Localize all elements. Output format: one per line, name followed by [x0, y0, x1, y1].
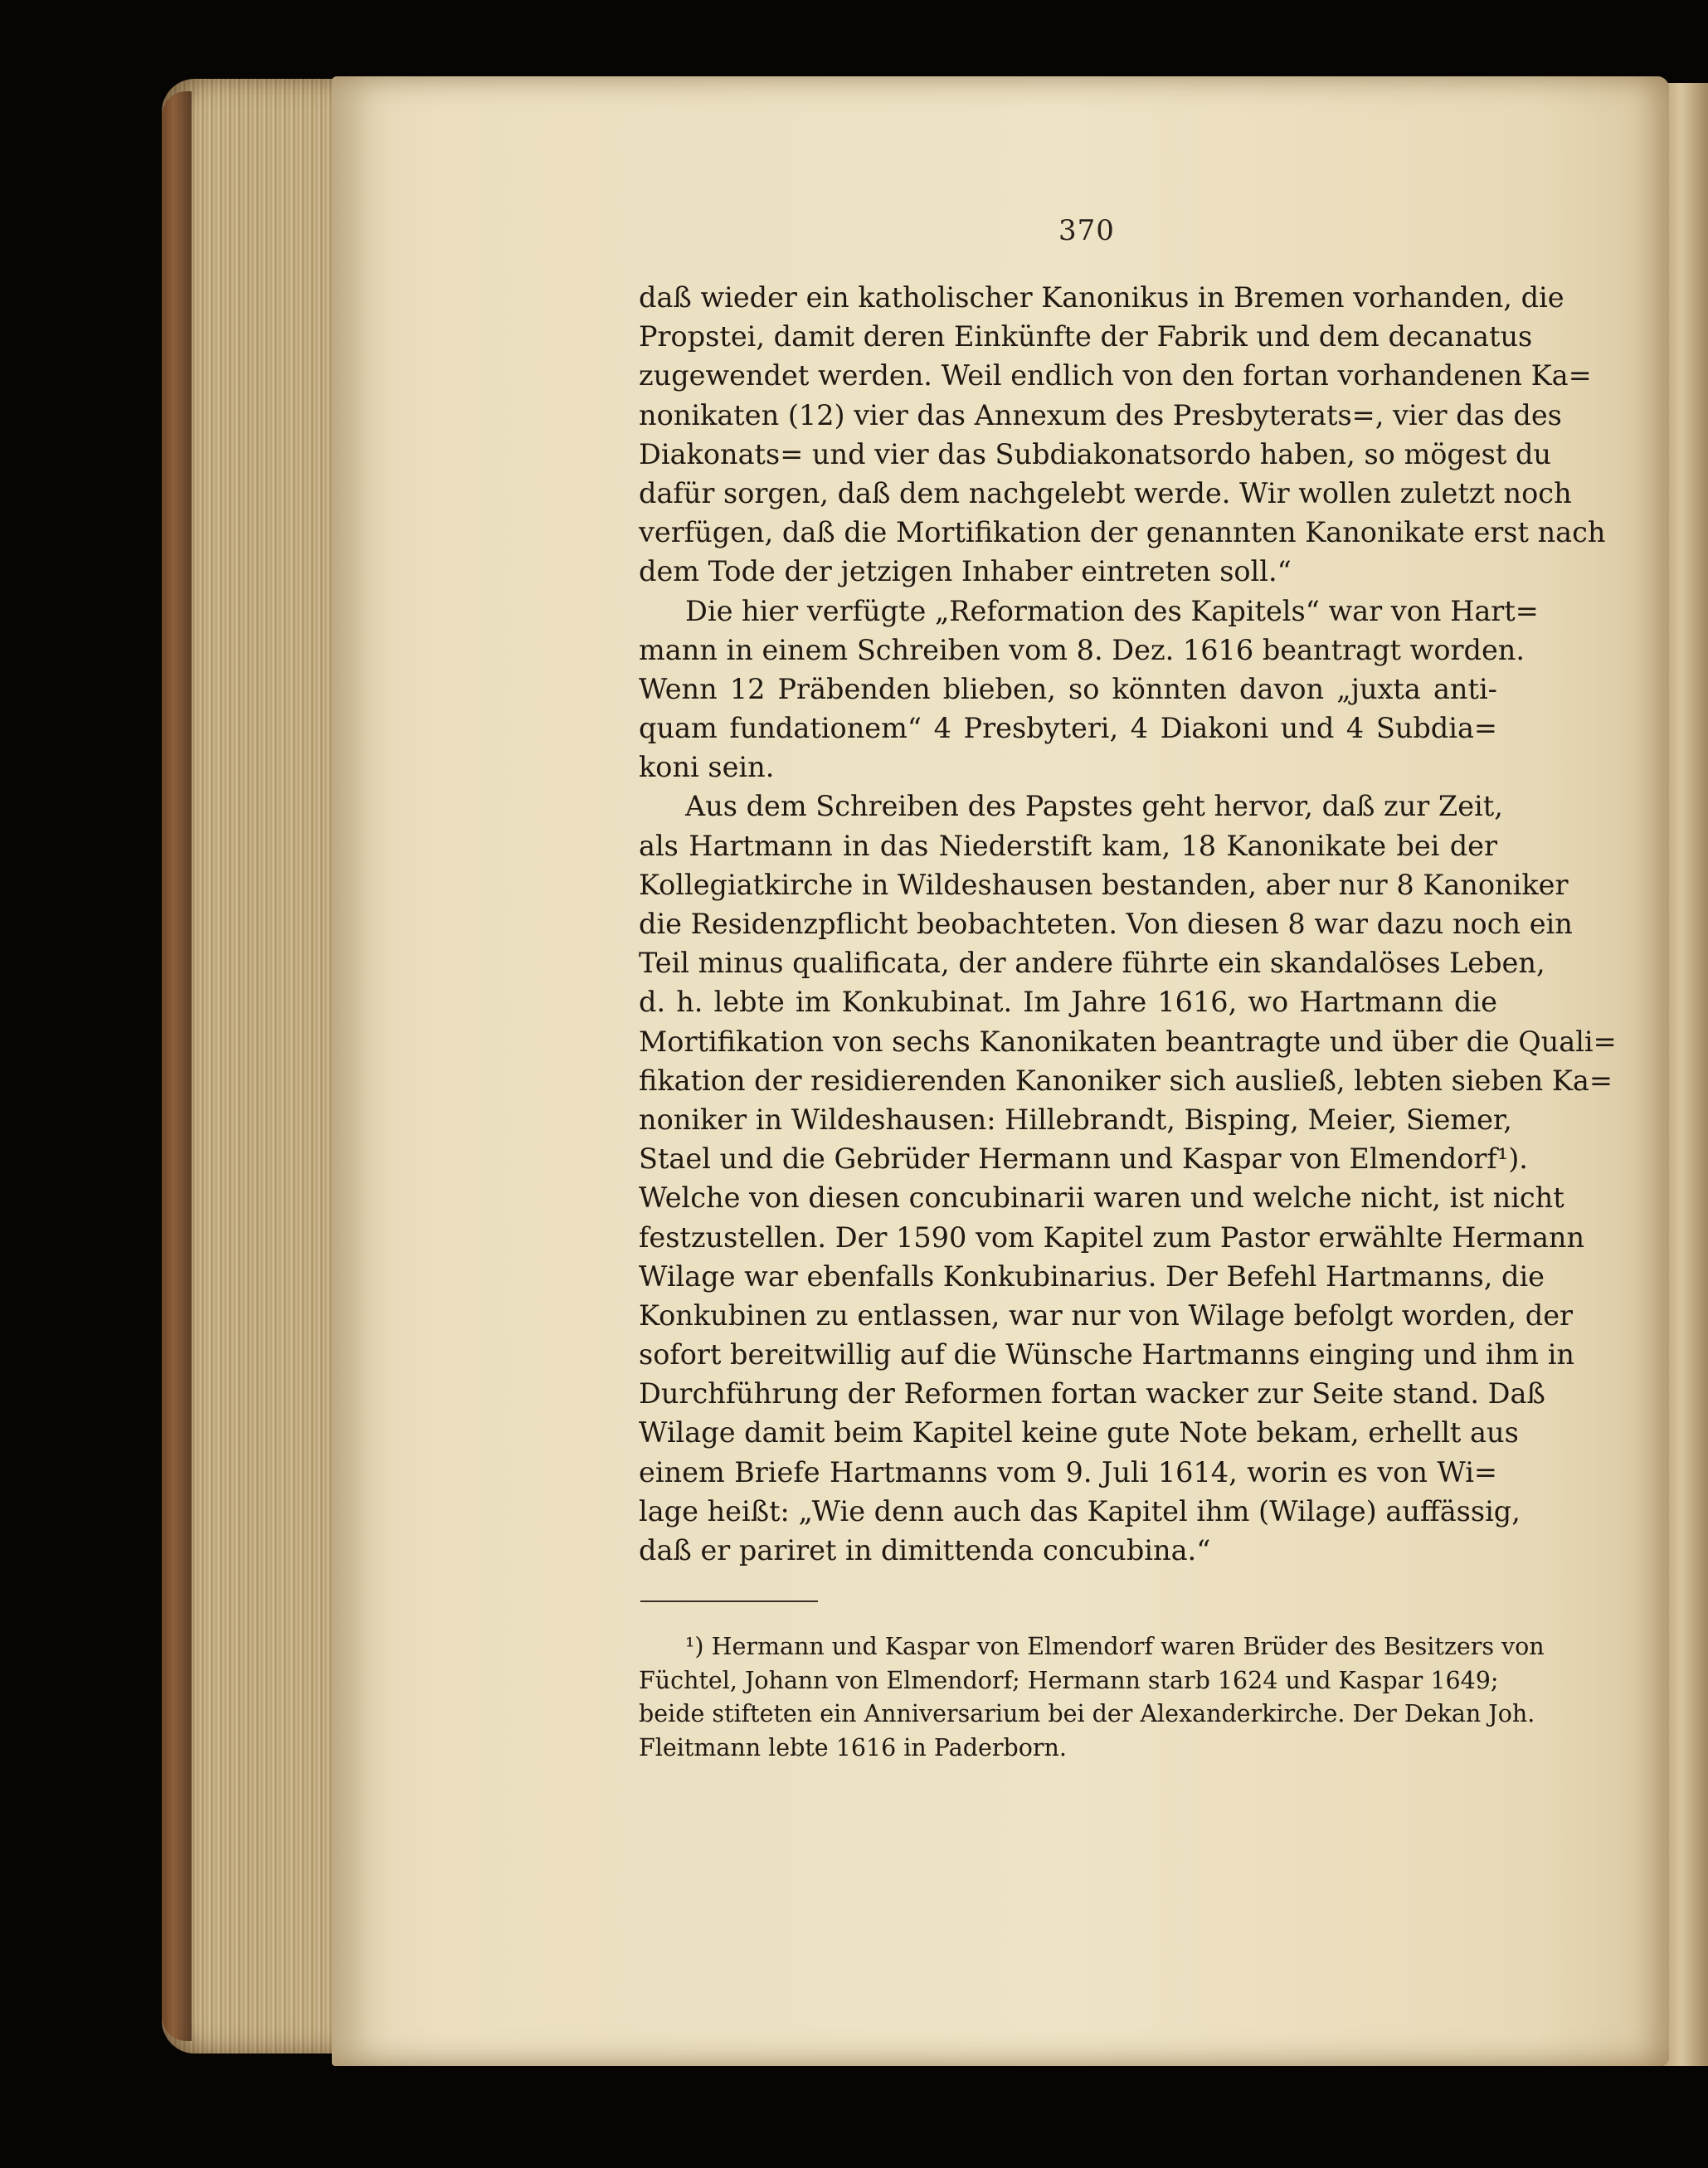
text-line: Wilage war ebenfalls Konkubinarius. Der Befehl Hartmanns, die [639, 1259, 1545, 1293]
text-line: Wenn 12 Präbenden blieben, so könnten davon „juxta anti- [639, 672, 1497, 705]
book-cover-edge [162, 91, 192, 2041]
text-line: Kollegiatkirche in Wildeshausen bestanden, aber nur 8 Kanoniker [639, 868, 1569, 901]
footnote-line: ¹) Hermann und Kaspar von Elmendorf waren Brüder des Besitzers von [685, 1633, 1545, 1660]
text-line: mann in einem Schreiben vom 8. Dez. 1616 beantragt worden. [639, 633, 1525, 666]
text-line: koni sein. [639, 751, 775, 784]
text-line: d. h. lebte im Konkubinat. Im Jahre 1616, wo Hartmann die [639, 986, 1497, 1019]
text-line: Welche von diesen concubinarii waren und welche nicht, ist nicht [639, 1181, 1564, 1215]
text-line: fikation der residierenden Kanoniker sich ausließ, lebten sieben Ka= [639, 1064, 1613, 1097]
footnote-line: beide stifteten ein Anniversarium bei der Alexanderkirche. Der Dekan Joh. [639, 1700, 1535, 1727]
text-line: die Residenzpflicht beobachteten. Von diesen 8 war dazu noch ein [639, 908, 1573, 940]
book-page-edges [162, 79, 361, 2054]
text-line: Propstei, damit deren Einkünfte der Fabrik und dem decanatus [639, 320, 1533, 353]
text-line: verfügen, daß die Mortifikation der genannten Kanonikate erst nach [639, 516, 1606, 549]
footnote-line: Füchtel, Johann von Elmendorf; Hermann starb 1624 und Kaspar 1649; [639, 1666, 1499, 1694]
text-line: Die hier verfügte „Reformation des Kapitels“ war von Hart= [685, 594, 1539, 627]
text-line: Wilage damit beim Kapitel keine gute Note bekam, erhellt aus [639, 1416, 1519, 1449]
text-line: daß wieder ein katholischer Kanonikus in Bremen vorhanden, die [639, 281, 1564, 314]
text-line: sofort bereitwillig auf die Wünsche Hartmanns einging und ihm in [639, 1338, 1574, 1371]
text-line: Teil minus qualificata, der andere führte ein skandalöses Leben, [639, 947, 1545, 980]
text-line: dem Tode der jetzigen Inhaber eintreten soll.“ [639, 555, 1292, 588]
text-line: festzustellen. Der 1590 vom Kapitel zum Pastor erwählte Hermann [639, 1220, 1585, 1254]
text-line: Mortifikation von sechs Kanonikaten beantragte und über die Quali= [639, 1025, 1617, 1058]
text-line: als Hartmann in das Niederstift kam, 18 Kanonikate bei der [639, 829, 1497, 862]
text-line: Stael und die Gebrüder Hermann und Kaspar von Elmendorf¹). [639, 1142, 1528, 1176]
text-line: Aus dem Schreiben des Papstes geht hervor, daß zur Zeit, [685, 790, 1503, 823]
text-line: zugewendet werden. Weil endlich von den fortan vorhandenen Ka= [639, 359, 1592, 392]
text-line: daß er pariret in dimittenda concubina.“ [639, 1534, 1211, 1566]
text-line: lage heißt: „Wie denn auch das Kapitel ihm (Wilage) auffässig, [639, 1494, 1521, 1527]
text-line: Konkubinen zu entlassen, war nur von Wilage befolgt worden, der [639, 1298, 1574, 1332]
text-line: nonikaten (12) vier das Annexum des Presbyterats=, vier das des [639, 398, 1562, 431]
text-line: Durchführung der Reformen fortan wacker zur Seite stand. Daß [639, 1377, 1545, 1410]
footnote-line: Fleitmann lebte 1616 in Paderborn. [639, 1733, 1067, 1761]
text-line: dafür sorgen, daß dem nachgelebt werde. Wir wollen zuletzt noch [639, 476, 1572, 509]
text-line: einem Briefe Hartmanns vom 9. Juli 1614, worin es von Wi= [639, 1455, 1497, 1488]
text-line: quam fundationem“ 4 Presbyteri, 4 Diakoni und 4 Subdia= [639, 712, 1497, 745]
page-number: 370 [1058, 214, 1115, 247]
facing-page-edge [1663, 83, 1708, 2066]
text-line: Diakonats= und vier das Subdiakonatsordo haben, so mögest du [639, 437, 1552, 470]
text-line: noniker in Wildeshausen: Hillebrandt, Bisping, Meier, Siemer, [639, 1103, 1512, 1136]
body-text [639, 278, 1617, 1570]
footnotes [639, 1630, 1545, 1765]
footnote-separator [640, 1600, 818, 1602]
